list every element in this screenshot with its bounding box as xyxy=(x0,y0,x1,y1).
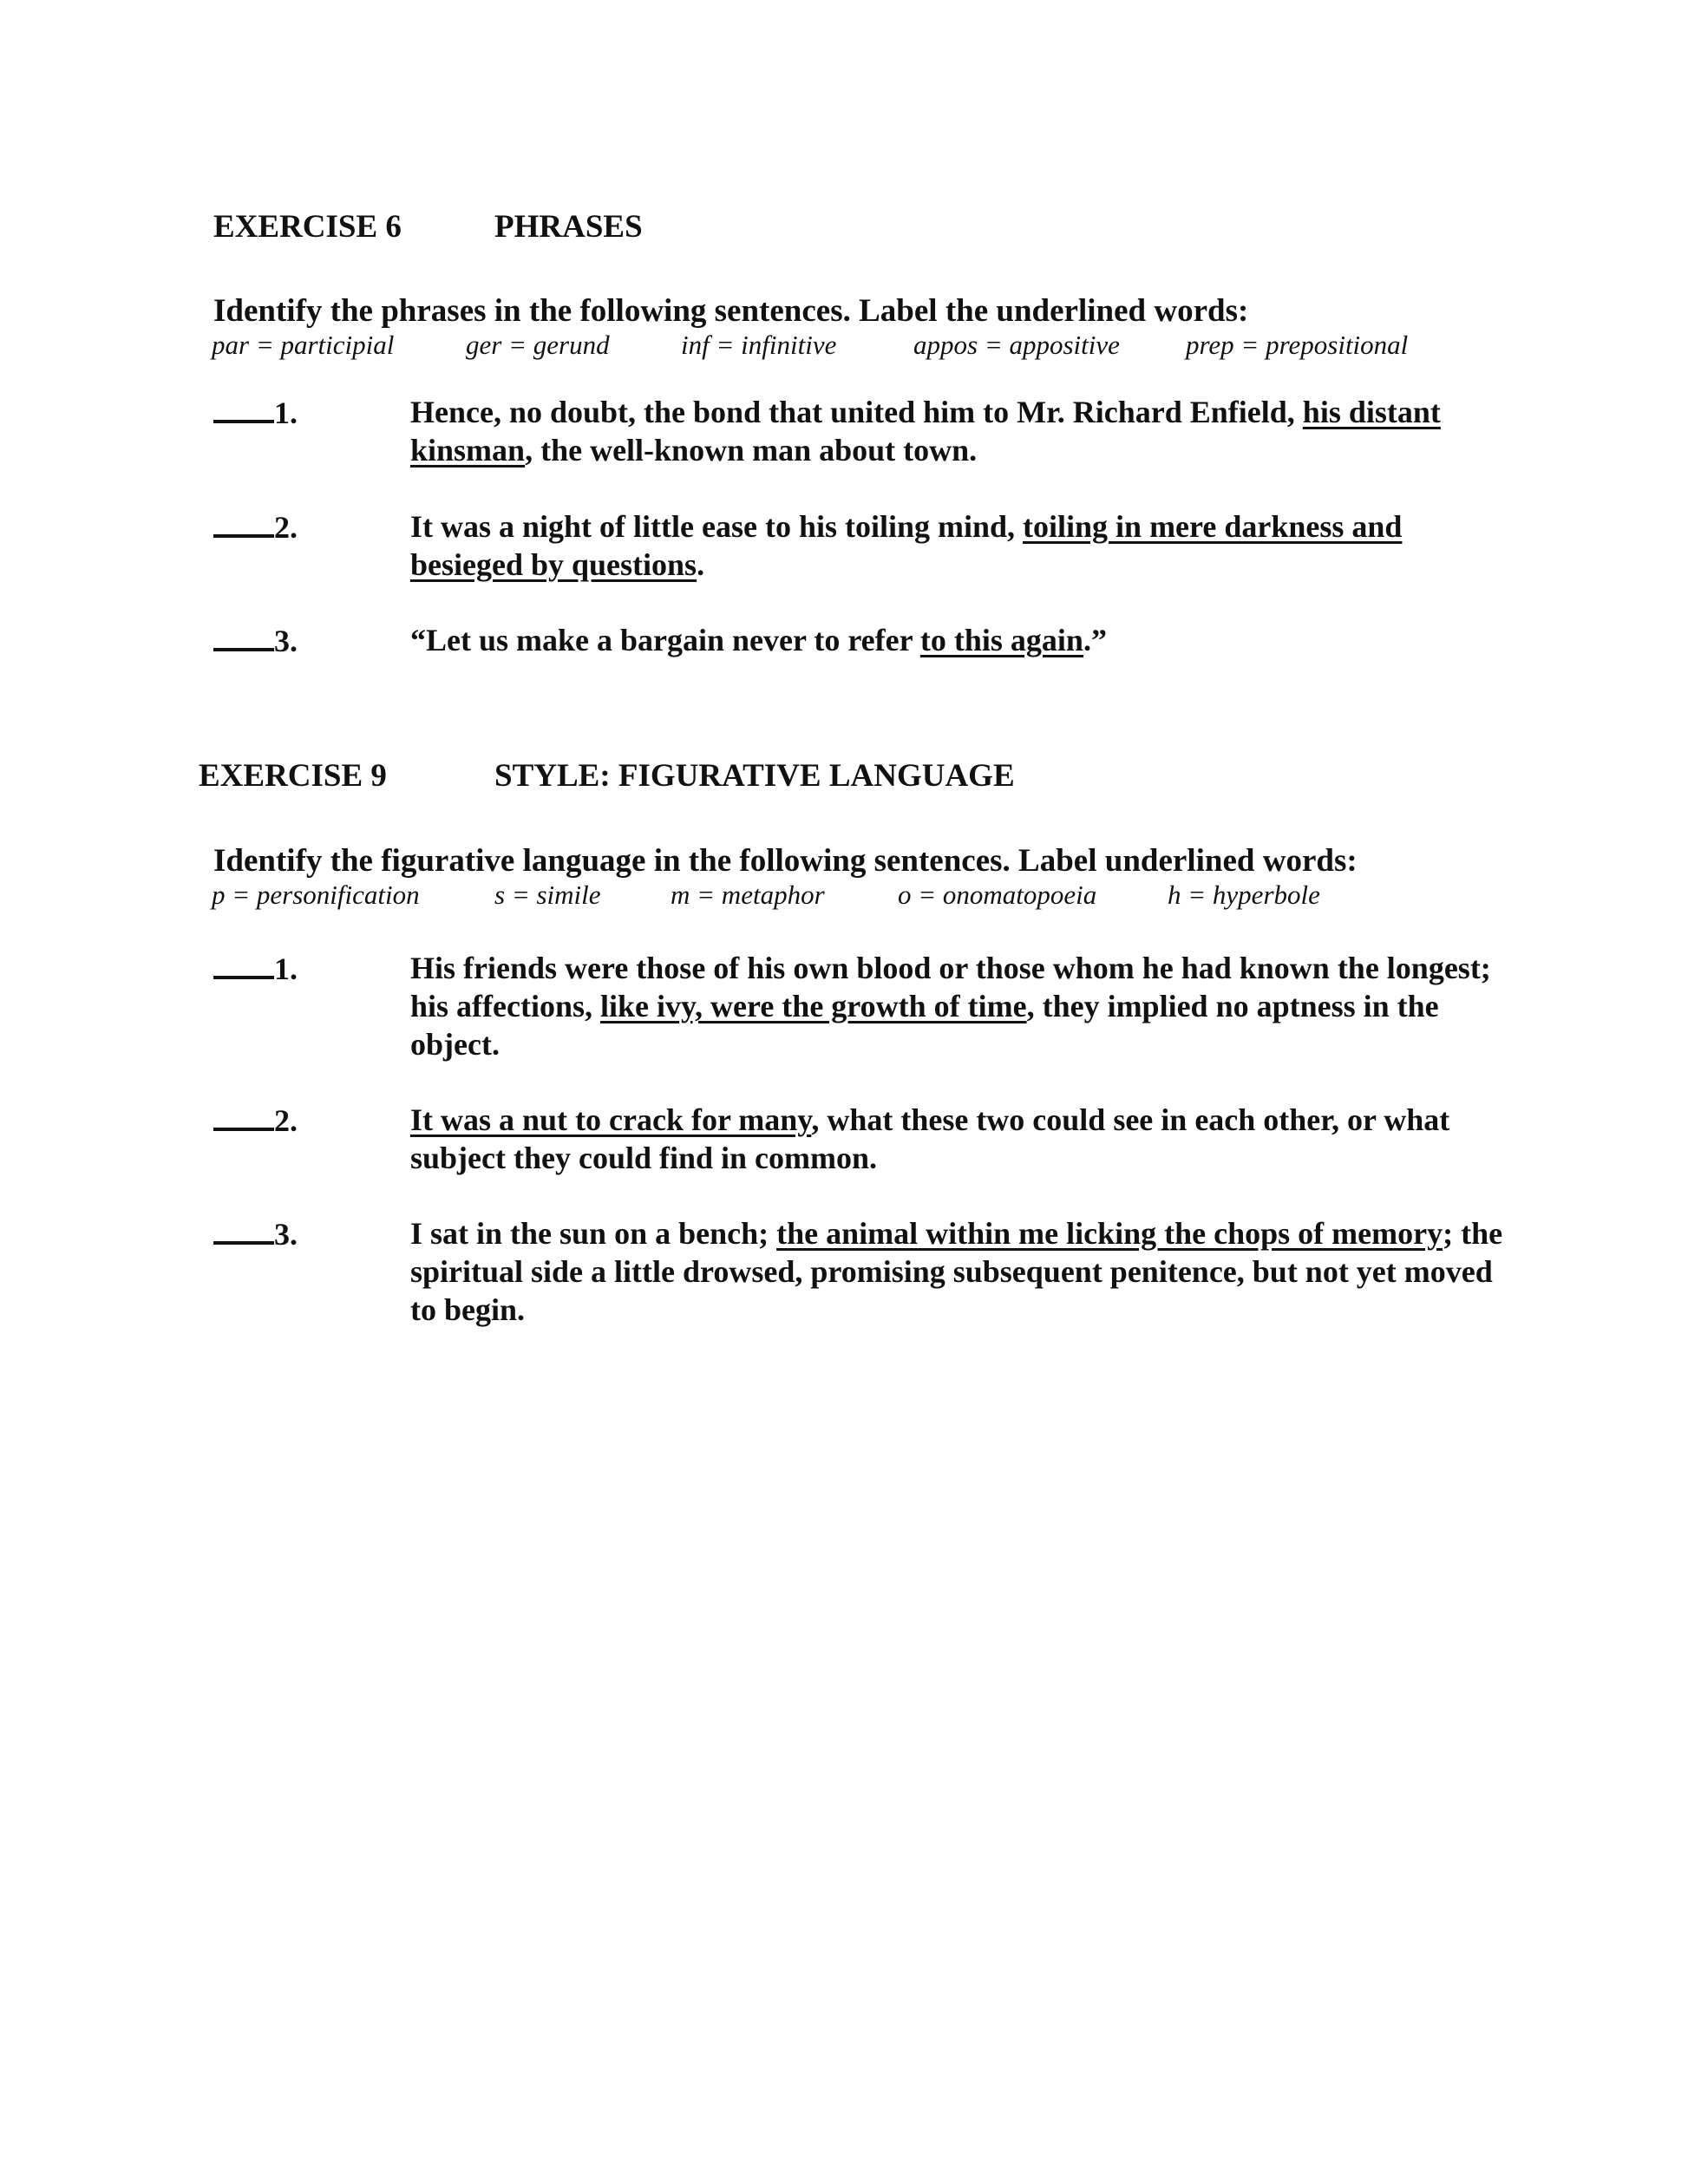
sentence-text: Hence, no doubt, the bond that united him to Mr. Richard Enfield, xyxy=(410,395,1303,429)
sentence-text: , they implied no aptness in the object. xyxy=(410,989,1439,1062)
sentence-text: .” xyxy=(1083,623,1107,657)
answer-blank[interactable] xyxy=(213,625,274,651)
sentence-text: I sat in the sun on a bench; xyxy=(410,1216,777,1251)
legend-s: s = simile xyxy=(494,879,601,910)
legend-par: par = participial xyxy=(212,330,395,360)
ex6-item-3-sentence xyxy=(410,621,1512,659)
sentence-text: , what these two could see in each other, or what subject they could find in common. xyxy=(410,1102,1450,1175)
ex6-item-3-number[interactable]: 3. xyxy=(213,623,309,659)
sentence-text: ; the spiritual side a little drowsed, promising subsequent penitence, but not yet moved to begin. xyxy=(410,1216,1503,1327)
legend-appos: appos = appositive xyxy=(913,330,1120,360)
ex9-item-1-number[interactable]: 1. xyxy=(213,951,309,987)
ex9-item-3-sentence xyxy=(410,1214,1512,1329)
exercise-6-instruction: Identify the phrases in the following sentences. Label the underlined words: xyxy=(213,293,1249,329)
underlined-phrase: toiling in mere darkness and besieged by questions xyxy=(410,509,1403,582)
ex9-item-2-sentence xyxy=(410,1101,1512,1177)
exercise-6-title: PHRASES xyxy=(494,209,643,245)
legend-p: p = personification xyxy=(212,879,420,910)
ex6-item-2-number[interactable]: 2. xyxy=(213,509,309,546)
sentence-text: It was a night of little ease to his toiling mind, xyxy=(410,509,1024,544)
legend-inf: inf = infinitive xyxy=(681,330,837,360)
legend-o: o = onomatopoeia xyxy=(898,879,1097,910)
legend-h: h = hyperbole xyxy=(1168,879,1320,910)
ex9-item-1-sentence xyxy=(410,949,1512,1063)
exercise-9-title: STYLE: FIGURATIVE LANGUAGE xyxy=(494,758,1015,794)
sentence-text: His friends were those of his own blood or those whom he had known the longest; his affections, xyxy=(410,951,1491,1023)
ex6-item-1-sentence xyxy=(410,393,1512,469)
answer-blank[interactable] xyxy=(213,953,274,979)
exercise-9-number: EXERCISE 9 xyxy=(199,758,387,794)
underlined-phrase: It was a nut to crack for many xyxy=(410,1102,812,1137)
ex6-item-2-sentence xyxy=(410,507,1512,584)
answer-blank[interactable] xyxy=(213,1105,274,1131)
answer-blank[interactable] xyxy=(213,397,274,423)
sentence-text: , the well-known man about town. xyxy=(525,433,978,468)
legend-ger: ger = gerund xyxy=(466,330,610,360)
legend-m: m = metaphor xyxy=(671,879,825,910)
ex6-item-1-number[interactable]: 1. xyxy=(213,395,309,431)
answer-blank[interactable] xyxy=(213,512,274,538)
underlined-phrase: to this again xyxy=(919,623,1083,657)
underlined-phrase: the animal within me licking the chops of memory xyxy=(776,1216,1443,1251)
sentence-text: . xyxy=(697,547,705,582)
ex9-item-3-number[interactable]: 3. xyxy=(213,1216,309,1252)
ex9-item-2-number[interactable]: 2. xyxy=(213,1102,309,1139)
exercise-6-number: EXERCISE 6 xyxy=(213,209,402,245)
legend-prep: prep = prepositional xyxy=(1186,330,1409,360)
underlined-phrase: like ivy, were the growth of time xyxy=(600,989,1027,1023)
exercise-9-instruction: Identify the figurative language in the following sentences. Label underlined words: xyxy=(213,843,1358,879)
sentence-text: “Let us make a bargain never to refer xyxy=(410,623,920,657)
answer-blank[interactable] xyxy=(213,1219,274,1245)
underlined-phrase: his distant kinsman xyxy=(410,395,1441,468)
